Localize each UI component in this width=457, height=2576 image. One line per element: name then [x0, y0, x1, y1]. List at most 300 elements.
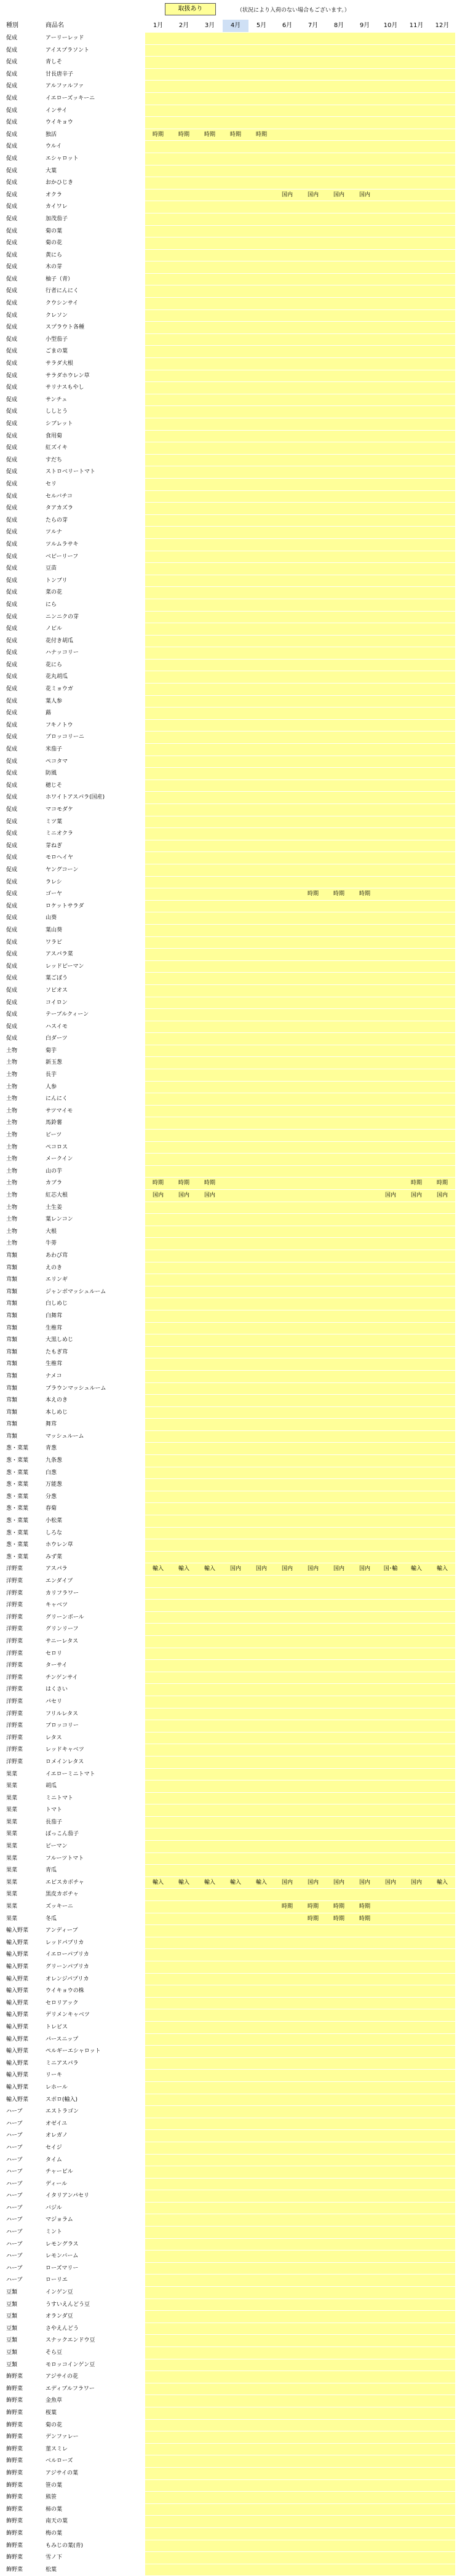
month-cell — [171, 1889, 197, 1900]
month-cell — [171, 1323, 197, 1334]
month-cell: 国内 — [300, 1877, 326, 1889]
month-cell — [145, 2155, 171, 2166]
month-cell — [352, 81, 378, 92]
month-cell — [274, 2190, 300, 2202]
month-cell — [300, 925, 326, 936]
month-cell — [378, 985, 403, 997]
month-cell — [326, 901, 352, 912]
month-cell — [352, 2431, 378, 2443]
month-cell — [429, 93, 455, 105]
month-cell — [378, 888, 403, 900]
month-cell — [274, 1720, 300, 1732]
month-cell — [171, 2480, 197, 2492]
month-cell — [171, 2106, 197, 2118]
month-cell — [300, 973, 326, 984]
month-cell — [171, 1214, 197, 1226]
table-row — [5, 997, 457, 1010]
month-cell — [248, 2431, 274, 2443]
month-cell — [326, 2335, 352, 2347]
month-cell — [326, 1093, 352, 1105]
month-cell — [274, 1865, 300, 1876]
month-cell — [248, 1600, 274, 1611]
month-cell — [171, 1974, 197, 1985]
month-cell — [429, 2106, 455, 2118]
month-cell — [378, 1154, 403, 1165]
month-cell — [403, 961, 429, 973]
month-cell — [223, 1985, 248, 1997]
month-cell — [326, 2142, 352, 2154]
month-cell — [429, 2564, 455, 2576]
month-cell — [171, 69, 197, 81]
month-cell — [378, 2190, 403, 2202]
table-row — [5, 671, 457, 684]
month-cell — [326, 1684, 352, 1696]
month-cell — [300, 1853, 326, 1865]
row-name: マッシュルーム — [44, 1431, 145, 1443]
month-cell — [326, 1612, 352, 1624]
month-cell — [326, 2347, 352, 2359]
month-cell — [300, 2468, 326, 2479]
month-cell — [171, 261, 197, 273]
month-cell — [197, 1901, 223, 1913]
row-type: 促成 — [5, 744, 44, 756]
month-cell — [145, 1093, 171, 1105]
table-row — [5, 720, 457, 732]
month-cell — [223, 2251, 248, 2262]
month-cell — [145, 177, 171, 189]
row-type: 葱・菜葉 — [5, 1503, 44, 1515]
month-cell — [171, 1998, 197, 2009]
month-cell — [326, 2034, 352, 2046]
month-cell — [300, 1804, 326, 1816]
month-cell — [274, 1106, 300, 1117]
month-cell — [145, 2407, 171, 2419]
row-type: ハーブ — [5, 2275, 44, 2286]
month-cell — [352, 2552, 378, 2564]
month-cell — [274, 2179, 300, 2190]
row-name: 万能葱 — [44, 1479, 145, 1491]
month-cell — [274, 334, 300, 346]
month-cell — [300, 2420, 326, 2431]
month-cell — [378, 2504, 403, 2516]
month-cell — [145, 623, 171, 635]
month-cell — [274, 599, 300, 611]
month-cell — [197, 1817, 223, 1828]
month-cell — [197, 153, 223, 165]
month-cell — [403, 491, 429, 503]
month-cell — [403, 2359, 429, 2371]
month-cell — [145, 1684, 171, 1696]
row-name: ラレシ — [44, 877, 145, 888]
month-cell — [171, 1985, 197, 1997]
month-cell — [378, 1371, 403, 1382]
month-cell — [171, 1358, 197, 1370]
month-cell — [223, 1949, 248, 1961]
month-cell — [403, 2540, 429, 2552]
month-cell — [403, 455, 429, 466]
table-row — [5, 660, 457, 672]
month-cell — [403, 527, 429, 538]
month-cell — [403, 1552, 429, 1563]
table-row — [5, 1142, 457, 1154]
month-cell — [197, 1419, 223, 1430]
month-cell — [171, 671, 197, 683]
month-cell — [378, 1021, 403, 1033]
row-name: 菊の花 — [44, 237, 145, 249]
month-cell — [352, 877, 378, 888]
month-cell — [300, 1238, 326, 1250]
month-cell — [197, 1358, 223, 1370]
month-cell — [197, 780, 223, 792]
table-row — [5, 1503, 457, 1515]
month-cell — [248, 201, 274, 213]
month-cell — [300, 285, 326, 297]
month-cell — [326, 1069, 352, 1081]
month-cell — [378, 1419, 403, 1430]
month-cell — [378, 1600, 403, 1611]
month-cell — [197, 479, 223, 490]
month-cell — [223, 2203, 248, 2214]
month-cell — [378, 1660, 403, 1672]
month-cell — [300, 647, 326, 659]
month-cell — [378, 2431, 403, 2443]
month-cell: 時期 — [352, 1913, 378, 1925]
month-cell — [429, 864, 455, 876]
month-cell — [223, 1407, 248, 1419]
month-cell — [429, 2082, 455, 2094]
month-cell — [274, 1648, 300, 1660]
table-row — [5, 708, 457, 720]
month-cell — [248, 1431, 274, 1443]
month-cell — [403, 1491, 429, 1503]
month-cell — [300, 226, 326, 237]
month-cell — [378, 1998, 403, 2009]
month-cell — [171, 2275, 197, 2286]
month-cell — [352, 1672, 378, 1684]
month-cell — [171, 696, 197, 708]
month-cell — [352, 2106, 378, 2118]
month-cell — [145, 1419, 171, 1430]
month-cell — [145, 2480, 171, 2492]
row-type: 促成 — [5, 937, 44, 949]
month-cell — [403, 298, 429, 309]
table-row — [5, 2395, 457, 2407]
month-cell — [171, 780, 197, 792]
month-cell — [300, 708, 326, 719]
month-cell — [429, 1817, 455, 1828]
month-cell: 国内 — [326, 1877, 352, 1889]
month-cell — [326, 2407, 352, 2419]
month-cell — [223, 1937, 248, 1949]
month-cell — [403, 985, 429, 997]
row-name: サリナスもやし — [44, 382, 145, 394]
month-cell — [145, 250, 171, 261]
month-cell — [326, 57, 352, 68]
month-cell — [223, 1672, 248, 1684]
row-name: ツルムラサキ — [44, 539, 145, 551]
month-cell — [403, 1985, 429, 1997]
row-name: イタリアンパセリ — [44, 2190, 145, 2202]
month-cell — [223, 177, 248, 189]
month-cell — [429, 2347, 455, 2359]
month-cell — [197, 2395, 223, 2407]
month-cell — [248, 1214, 274, 1226]
row-name: 白しめじ — [44, 1298, 145, 1310]
month-cell — [145, 1949, 171, 1961]
month-cell — [429, 1636, 455, 1648]
month-cell — [197, 1214, 223, 1226]
month-cell — [326, 2480, 352, 2492]
row-name: 笹の葉 — [44, 2480, 145, 2492]
table-row — [5, 117, 457, 129]
table-row — [5, 2516, 457, 2528]
month-cell — [403, 768, 429, 780]
month-cell — [197, 1093, 223, 1105]
month-cell — [248, 1552, 274, 1563]
month-cell — [300, 1985, 326, 1997]
month-cell — [145, 1274, 171, 1286]
month-cell — [352, 2239, 378, 2251]
row-name: 加茂茄子 — [44, 213, 145, 225]
row-type: 洋野菜 — [5, 1624, 44, 1635]
month-cell — [145, 117, 171, 129]
row-name: 白葱 — [44, 1467, 145, 1479]
month-cell — [145, 2287, 171, 2299]
month-cell — [378, 1913, 403, 1925]
month-cell — [274, 1539, 300, 1551]
row-name: スポロ(輸入) — [44, 2094, 145, 2106]
table-row — [5, 2214, 457, 2227]
month-cell — [145, 2070, 171, 2081]
month-cell — [326, 2179, 352, 2190]
month-cell — [223, 1178, 248, 1189]
month-cell — [300, 2082, 326, 2094]
row-name: ロケットサラダ — [44, 901, 145, 912]
table-row — [5, 33, 457, 45]
row-name: ごまの葉 — [44, 346, 145, 357]
month-cell — [248, 1190, 274, 1202]
month-cell — [171, 563, 197, 575]
month-cell — [326, 768, 352, 780]
month-cell — [352, 551, 378, 563]
month-cell — [300, 274, 326, 285]
month-cell — [352, 382, 378, 394]
row-type: 促成 — [5, 925, 44, 936]
month-cell — [326, 81, 352, 92]
month-cell — [300, 1769, 326, 1780]
month-cell — [248, 2516, 274, 2527]
month-cell — [352, 226, 378, 237]
month-cell — [429, 2540, 455, 2552]
month-cell — [429, 226, 455, 237]
month-cell — [378, 2263, 403, 2275]
month-cell — [403, 358, 429, 370]
month-cell — [352, 539, 378, 551]
month-cell — [429, 1828, 455, 1840]
month-cell — [429, 2190, 455, 2202]
row-name: ソビオス — [44, 985, 145, 997]
month-cell — [145, 2034, 171, 2046]
header-month: 8月 — [326, 20, 352, 32]
month-cell — [223, 1262, 248, 1274]
month-cell — [429, 503, 455, 514]
month-cell — [274, 2371, 300, 2383]
month-cell — [300, 2492, 326, 2503]
month-cell — [403, 1793, 429, 1804]
month-cell: 時期 — [197, 1178, 223, 1189]
table-row — [5, 1563, 457, 1576]
row-type: 促成 — [5, 792, 44, 804]
month-cell — [248, 599, 274, 611]
month-cell — [197, 45, 223, 57]
month-cell — [429, 237, 455, 249]
month-cell — [223, 2407, 248, 2419]
month-cell — [223, 1347, 248, 1358]
month-cell — [429, 129, 455, 141]
month-cell — [248, 888, 274, 900]
month-cell — [223, 2118, 248, 2130]
month-cell — [326, 1709, 352, 1720]
month-cell — [197, 2492, 223, 2503]
month-cell — [352, 1358, 378, 1370]
month-cell — [145, 2395, 171, 2407]
month-cell — [248, 1901, 274, 1913]
month-cell — [352, 660, 378, 671]
month-cell — [403, 732, 429, 743]
month-cell — [274, 2480, 300, 2492]
row-name: ホウレン草 — [44, 1539, 145, 1551]
row-name: カイワレ — [44, 201, 145, 213]
month-cell — [378, 1974, 403, 1985]
month-cell — [378, 2166, 403, 2178]
row-name: オゼイユ — [44, 2118, 145, 2130]
month-cell — [378, 2106, 403, 2118]
table-row — [5, 2118, 457, 2131]
month-cell — [145, 201, 171, 213]
month-cell — [248, 1142, 274, 1154]
month-cell — [326, 1841, 352, 1852]
table-row — [5, 45, 457, 57]
month-cell — [326, 431, 352, 442]
month-cell — [171, 985, 197, 997]
row-name: ウイキョウ — [44, 117, 145, 129]
row-type: ハーブ — [5, 2227, 44, 2238]
month-cell — [248, 491, 274, 503]
month-cell — [352, 2190, 378, 2202]
month-cell — [378, 117, 403, 129]
month-cell — [274, 997, 300, 1009]
table-row — [5, 888, 457, 901]
row-name: ナメコ — [44, 1371, 145, 1382]
row-type: 促成 — [5, 912, 44, 924]
month-cell — [248, 1515, 274, 1527]
month-cell — [326, 2540, 352, 2552]
row-type: 洋野菜 — [5, 1600, 44, 1611]
month-cell — [248, 973, 274, 984]
month-cell — [300, 1503, 326, 1515]
row-type: 豆類 — [5, 2311, 44, 2323]
row-name: セロリアック — [44, 1998, 145, 2009]
month-cell — [403, 2142, 429, 2154]
month-cell — [197, 852, 223, 864]
month-cell — [171, 647, 197, 659]
month-cell — [171, 1744, 197, 1756]
month-cell — [171, 1093, 197, 1105]
month-cell — [197, 1142, 223, 1154]
month-cell — [274, 1503, 300, 1515]
month-cell — [326, 828, 352, 840]
month-cell — [274, 563, 300, 575]
row-name: フキノトウ — [44, 720, 145, 732]
month-cell — [352, 1624, 378, 1635]
month-cell — [248, 2155, 274, 2166]
month-cell — [223, 2431, 248, 2443]
table-row — [5, 1358, 457, 1371]
month-cell — [197, 816, 223, 828]
month-cell — [429, 2058, 455, 2070]
month-cell — [145, 1961, 171, 1973]
month-cell — [145, 671, 171, 683]
month-cell — [274, 2227, 300, 2238]
month-cell — [352, 1660, 378, 1672]
month-cell — [352, 2022, 378, 2033]
month-cell — [197, 2094, 223, 2106]
month-cell — [378, 237, 403, 249]
month-cell — [274, 1045, 300, 1057]
month-cell — [223, 1323, 248, 1334]
month-cell — [145, 1479, 171, 1491]
month-cell — [274, 1178, 300, 1189]
month-cell — [403, 1828, 429, 1840]
month-cell — [429, 2155, 455, 2166]
month-cell — [274, 1298, 300, 1310]
row-name: 大根 — [44, 1226, 145, 1238]
month-cell — [403, 1274, 429, 1286]
row-type: 葱・菜葉 — [5, 1455, 44, 1467]
month-cell — [403, 346, 429, 357]
row-name: 土生姜 — [44, 1202, 145, 1214]
month-cell — [248, 1443, 274, 1454]
row-name: 食用菊 — [44, 431, 145, 442]
month-cell — [197, 274, 223, 285]
month-cell — [326, 1009, 352, 1021]
month-cell — [145, 298, 171, 309]
month-cell — [197, 370, 223, 382]
row-type: 茸類 — [5, 1419, 44, 1430]
month-cell — [171, 1612, 197, 1624]
month-cell — [326, 1865, 352, 1876]
month-cell — [352, 2009, 378, 2021]
month-cell — [197, 1069, 223, 1081]
month-cell — [300, 1323, 326, 1334]
month-cell — [274, 1780, 300, 1792]
month-cell — [145, 1552, 171, 1563]
row-type: ハーブ — [5, 2166, 44, 2178]
row-name: おかひじき — [44, 177, 145, 189]
month-cell — [145, 491, 171, 503]
month-cell — [403, 1106, 429, 1117]
month-cell: 時期 — [145, 1178, 171, 1189]
table-row — [5, 2142, 457, 2155]
month-cell — [352, 2082, 378, 2094]
month-cell — [248, 93, 274, 105]
row-name: タアカズラ — [44, 503, 145, 514]
row-name: サンチュ — [44, 394, 145, 406]
month-cell — [378, 756, 403, 768]
month-cell — [145, 213, 171, 225]
row-type: 輸入野菜 — [5, 1985, 44, 1997]
month-cell — [248, 1612, 274, 1624]
